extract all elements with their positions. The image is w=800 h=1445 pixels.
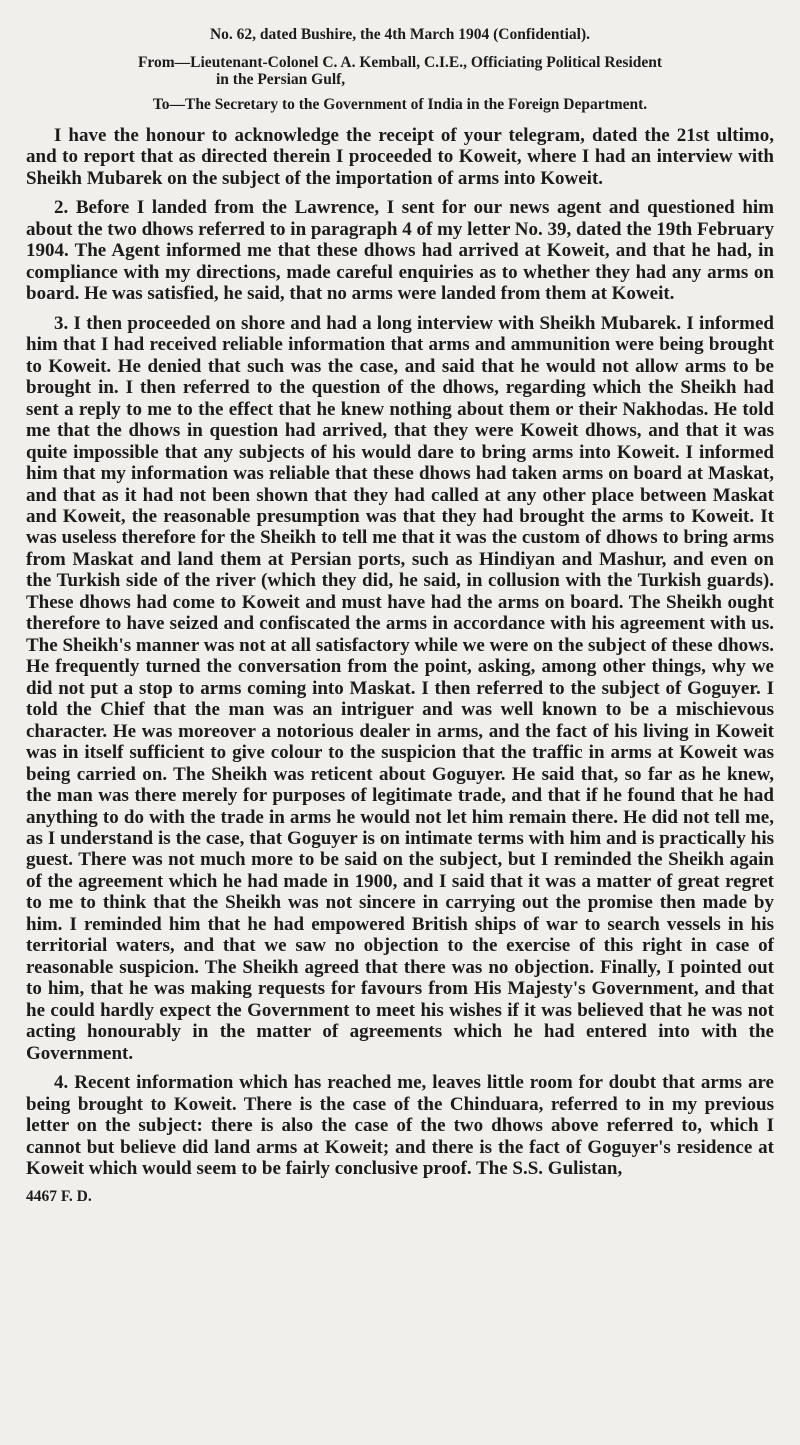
letter-number-line: No. 62, dated Bushire, the 4th March 1904 (Confidential).	[209, 26, 591, 43]
to-line: To—The Secretary to the Government of India in the Foreign Department.	[152, 95, 648, 113]
paragraph-2: 2. Before I landed from the Lawrence, I sent for our news agent and questioned him about the two dhows referred to in paragraph 4 of my letter No. 39, dated the 19th February 1904. The Agent informed me that these dhows had arrived at Koweit, and that he had, in compliance with my directions, made careful enquiries as to whether they had any arms on board. He was satisfied, he said, that no arms were landed from them at Koweit.	[26, 197, 774, 305]
from-line-name: From—Lieutenant-Colonel C. A. Kemball, C.I.E., Officiating Political Resident	[137, 53, 663, 71]
paragraph-4: 4. Recent information which has reached me, leaves little room for doubt that arms are being brought to Koweit. There is the case of the Chinduara, referred to in my previous letter on the subject: there is also the case of the two dhows above referred to, which I cannot but believe did land arms at Koweit; and there is the fact of Goguyer's residence at Koweit which would seem to be fairly conclusive proof. The S.S. Gulistan,	[26, 1072, 774, 1180]
footer-code: 4467 F. D.	[26, 1187, 92, 1205]
from-line-post: in the Persian Gulf,	[216, 71, 346, 88]
from-line	[26, 54, 774, 89]
paragraph-3: 3. I then proceeded on shore and had a long interview with Sheikh Mubarek. I informed him that I had received reliable information that arms and ammunition were being brought to Koweit. He denied that such was the case, and said that he would not allow arms to be brought in. I then referred to the question of the dhows, regarding which the Sheikh had sent a reply to me to the effect that he knew nothing about them or their Nakhodas. He told me that the dhows in question had arrived, that they were Koweit dhows, and that it was quite impossible that any subjects of his would dare to bring arms into Koweit. I informed him that my information was reliable that these dhows had taken arms on board at Maskat, and that as it had not been shown that they had called at any other place between Maskat and Koweit, the reasonable presumption was that they had brought the arms to Koweit. It was useless therefore for the Sheikh to tell me that it was the custom of dhows to bring arms from Maskat and land them at Persian ports, such as Hindiyan and Mashur, and even on the Turkish side of the river (which they did, he said, in collusion with the Turkish guards). These dhows had come to Koweit and must have had the arms on board. The Sheikh ought therefore to have seized and confiscated the arms in accordance with his agreement with us. The Sheikh's manner was not at all satisfactory while we were on the subject of these dhows. He frequently turned the conversation from the point, asking, among other things, why we did not put a stop to arms coming into Maskat. I then referred to the subject of Goguyer. I told the Chief that the man was an intriguer and was well known to be a mischievous character. He was moreover a notorious dealer in arms, and the fact of his living in Koweit was in itself sufficient to give colour to the suspicion that the traffic in arms at Koweit was being carried on. The Sheikh was reticent about Goguyer. He said that, so far as he knew, the man was there merely for purposes of legitimate trade, and that if he found that he had anything to do with the trade in arms he would not let him remain there. He did not tell me, as I understand is the case, that Goguyer is on intimate terms with him and is practically his guest. There was not much more to be said on the subject, but I reminded the Sheikh again of the agreement which he had made in 1900, and I said that it was a matter of great regret to me to think that the Sheikh was not sincere in carrying out the promise then made by him. I reminded him that he had empowered British ships of war to search vessels in his territorial waters, and that we saw no objection to the exercise of this right in case of reasonable suspicion. The Sheikh agreed that there was no objection. Finally, I pointed out to him, that he was making requests for favours from His Majesty's Government, and that he could hardly expect the Government to meet his wishes if it was believed that he was not acting honourably in the matter of agreements which he had entered into with the Government.	[26, 312, 774, 1064]
paragraph-1: I have the honour to acknowledge the receipt of your telegram, dated the 21st ultimo, and to report that as directed therein I proceeded to Koweit, where I had an interview with Sheikh Mubarek on the subject of the importation of arms into Koweit.	[26, 125, 774, 189]
